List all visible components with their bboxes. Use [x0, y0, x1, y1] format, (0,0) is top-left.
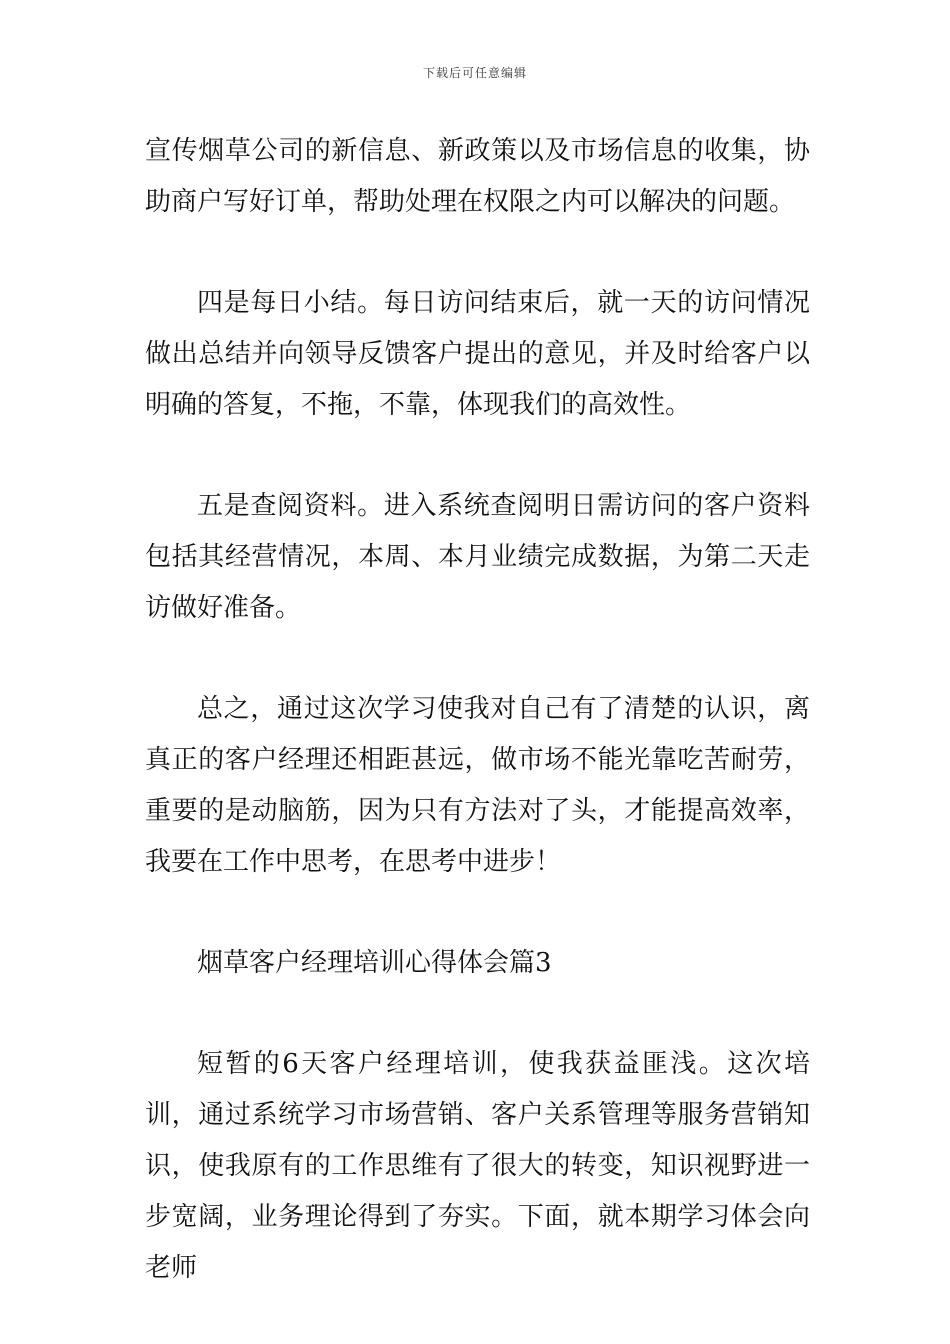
paragraph-2: 四是每日小结。每日访问结束后，就一天的访问情况做出总结并向领导反馈客户提出的意见，并及时给客户以明确的答复，不拖，不靠，体现我们的高效性。 — [145, 288, 810, 420]
paragraph-4: 总之，通过这次学习使我对自己有了清楚的认识，离真正的客户经理还相距甚远，做市场不能光靠吃苦耐劳，重要的是动脑筋，因为只有方法对了头，才能提高效率，我要在工作中思考，在思考中进步！ — [145, 694, 810, 877]
paragraph-1: 宣传烟草公司的新信息、新政策以及市场信息的收集，协助商户写好订单，帮助处理在权限之内可以解决的问题。 — [145, 136, 810, 217]
page-header: 下载后可任意编辑 — [422, 66, 527, 80]
document-body — [145, 126, 810, 1344]
section-heading: 烟草客户经理培训心得体会篇3 — [197, 948, 552, 978]
paragraph-3: 五是查阅资料。进入系统查阅明日需访问的客户资料包括其经营情况，本周、本月业绩完成数据，为第二天走访做好准备。 — [145, 491, 810, 623]
paragraph-5: 短暂的6天客户经理培训，使我获益匪浅。这次培训，通过系统学习市场营销、客户关系管理等服务营销知识，使我原有的工作思维有了很大的转变，知识视野进一步宽阔，业务理论得到了夯实。下面，就本期学习体会向老师 — [145, 1049, 810, 1283]
